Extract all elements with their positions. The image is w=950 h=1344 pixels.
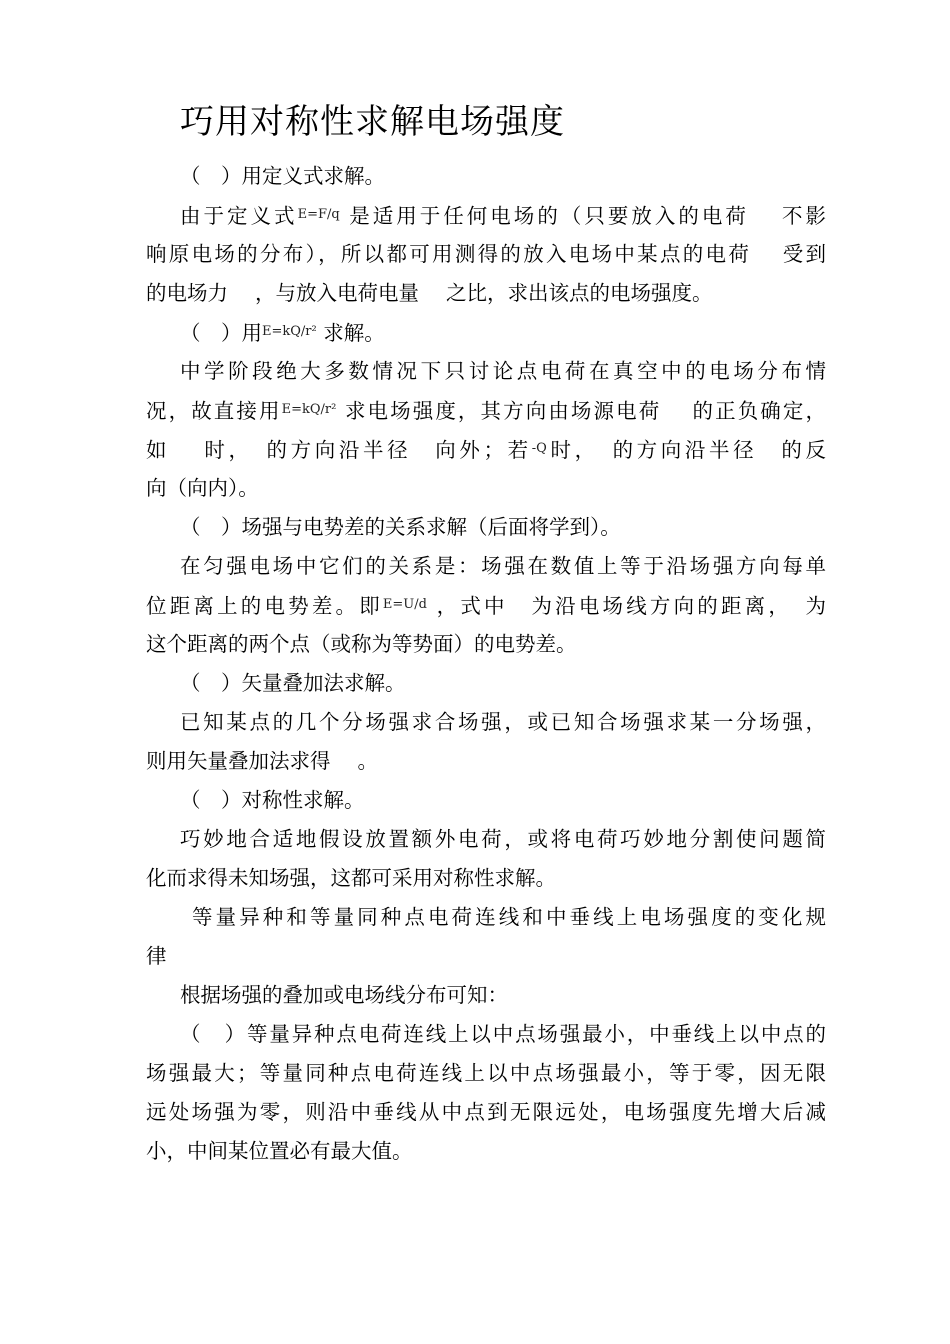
section-heading [146, 942, 826, 970]
heading-method-1 [180, 162, 826, 190]
section-heading [192, 903, 826, 931]
text-run: （ ）矢量叠加法求解。 [180, 671, 406, 695]
paragraph-line [146, 1059, 826, 1087]
paragraph-line [180, 357, 826, 385]
formula-e-u-d: E=U/d [382, 597, 427, 612]
formula-e-kq-r2: E=kQ/r² [281, 402, 337, 417]
paragraph-line [180, 201, 826, 229]
text-run: 由于定义式 [180, 204, 298, 228]
text-run: 的电场力 ，与放入电荷电量 之比，求出该点的电场强度。 [146, 281, 713, 305]
text-run: 是适用于任何电场的（只要放入的电荷 不影 [339, 204, 826, 228]
text-run: （ ）对称性求解。 [180, 788, 365, 812]
formula-e-kq-r2: E=kQ/r² [262, 324, 317, 339]
text-run: 根据场强的叠加或电场线分布可知： [180, 983, 508, 1007]
paragraph-line [146, 747, 826, 775]
text-run: 况，故直接用 [146, 399, 282, 423]
text-run: （ ）等量异种点电荷连线上以中点场强最小，中垂线上以中点的 [180, 1022, 826, 1046]
text-run: （ ）用定义式求解。 [180, 164, 385, 188]
text-run: ，式中 为沿电场线方向的距离， 为 [426, 594, 827, 618]
text-run: （ ）场强与电势差的关系求解（后面将学到）。 [180, 515, 621, 539]
paragraph-line [146, 1098, 826, 1126]
paragraph-line [180, 981, 826, 1009]
formula-minus-q: -Q [531, 441, 547, 456]
text-run: 响原电场的分布），所以都可用测得的放入电场中某点的电荷 受到 [146, 242, 826, 266]
paragraph-line [146, 474, 826, 502]
paragraph-line [146, 435, 826, 463]
paragraph-line [180, 1020, 826, 1048]
document-title: 巧用对称性求解电场强度 [180, 102, 565, 142]
text-run: （ ）用 [180, 321, 262, 345]
paragraph-line [146, 1137, 826, 1165]
text-run: 律 [146, 944, 167, 968]
text-run: 位距离上的电势差。即 [146, 594, 383, 618]
paragraph-line [180, 552, 826, 580]
heading-method-3 [180, 513, 826, 541]
text-run: 如 时， 的方向沿半径 向外；若 [146, 438, 532, 462]
text-run: 场强最大；等量同种点电荷连线上以中点场强最小，等于零，因无限 [146, 1061, 826, 1085]
text-run: 已知某点的几个分场强求合场强，或已知合场强求某一分场强， [180, 710, 826, 734]
text-run: 等量异种和等量同种点电荷连线和中垂线上电场强度的变化规 [192, 905, 826, 929]
text-run: 则用矢量叠加法求得 。 [146, 749, 379, 773]
text-run: 中学阶段绝大多数情况下只讨论点电荷在真空中的电场分布情 [180, 359, 826, 383]
text-run: 巧妙地合适地假设放置额外电荷，或将电荷巧妙地分割使问题简 [180, 827, 826, 851]
paragraph-line [146, 240, 826, 268]
text-run: 求解。 [316, 321, 385, 345]
paragraph-line [146, 864, 826, 892]
heading-method-4 [180, 669, 826, 697]
text-run: 时， 的方向沿半径 的反 [546, 438, 827, 462]
paragraph-line [146, 396, 826, 424]
paragraph-line [180, 708, 826, 736]
heading-method-5 [180, 786, 826, 814]
paragraph-line [146, 630, 826, 658]
text-run: 求电场强度，其方向由场源电荷 的正负确定， [336, 399, 826, 423]
paragraph-line [146, 279, 826, 307]
text-run: 在匀强电场中它们的关系是：场强在数值上等于沿场强方向每单 [180, 554, 826, 578]
text-run: 这个距离的两个点（或称为等势面）的电势差。 [146, 632, 577, 656]
text-run: 小，中间某位置必有最大值。 [146, 1139, 413, 1163]
text-run: 化而求得未知场强，这都可采用对称性求解。 [146, 866, 556, 890]
paragraph-line [180, 825, 826, 853]
text-run: 向（向内）。 [146, 476, 259, 500]
heading-method-2 [180, 318, 826, 346]
text-run: 远处场强为零，则沿中垂线从中点到无限远处，电场强度先增大后减 [146, 1100, 826, 1124]
paragraph-line [146, 591, 826, 619]
formula-e-f-q: E=F/q [297, 207, 340, 222]
